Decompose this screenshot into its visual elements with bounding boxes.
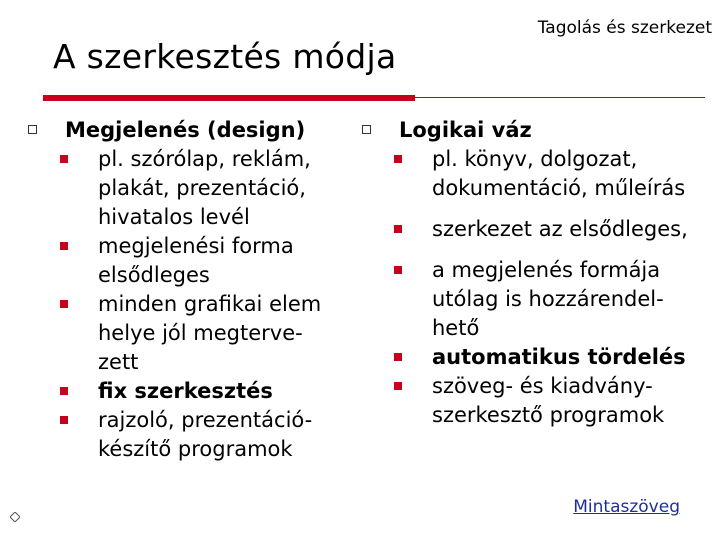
header-subtitle: Tagolás és szerkezet: [537, 18, 712, 38]
spacer: [362, 244, 712, 256]
item-line: hető: [432, 316, 480, 340]
title-underline-bar: [43, 95, 415, 101]
item-line: megjelenési forma: [98, 234, 294, 258]
left-column: [28, 116, 363, 464]
red-square-icon: [60, 387, 68, 395]
list-item: [362, 145, 712, 203]
item-line: hivatalos levél: [98, 205, 250, 229]
item-line: készítő programok: [98, 437, 293, 461]
item-line: plakát, prezentáció,: [98, 176, 306, 200]
item-line: rajzoló, prezentáció-: [98, 408, 313, 432]
red-square-icon: [60, 416, 68, 424]
sample-text-link[interactable]: Mintaszöveg: [573, 497, 680, 517]
item-line: automatikus tördelés: [432, 345, 686, 369]
hollow-square-icon: [362, 125, 371, 134]
right-heading-text: Logikai váz: [399, 118, 532, 142]
item-line: szöveg- és kiadvány-: [432, 374, 653, 398]
red-square-icon: [394, 382, 402, 390]
list-item: [362, 256, 712, 343]
red-square-icon: [394, 266, 402, 274]
item-line: pl. szórólap, reklám,: [98, 147, 311, 171]
list-item: [362, 372, 712, 430]
title-underline-thin: [415, 97, 705, 98]
item-line: helye jól megterve-: [98, 321, 303, 345]
item-line: dokumentáció, műleírás: [432, 176, 686, 200]
list-item: [362, 343, 712, 372]
spacer: [362, 203, 712, 215]
list-item: [28, 377, 363, 406]
item-line: minden grafikai elem: [98, 292, 322, 316]
item-line: elsődleges: [98, 263, 210, 287]
list-item: [28, 145, 363, 232]
diamond-icon: [10, 512, 20, 522]
hollow-square-icon: [28, 125, 37, 134]
item-line: a megjelenés formája: [432, 258, 661, 282]
red-square-icon: [394, 225, 402, 233]
left-heading-text: Megjelenés (design): [65, 118, 306, 142]
left-heading: [28, 116, 363, 145]
item-line: szerkesztő programok: [432, 403, 665, 427]
red-square-icon: [60, 300, 68, 308]
list-item: [28, 406, 363, 464]
slide-title: A szerkesztés módja: [53, 37, 397, 76]
red-square-icon: [394, 353, 402, 361]
red-square-icon: [60, 242, 68, 250]
item-line: fix szerkesztés: [98, 379, 273, 403]
list-item: [362, 215, 712, 244]
red-square-icon: [394, 155, 402, 163]
item-line: zett: [98, 350, 139, 374]
list-item: [28, 232, 363, 290]
item-line: szerkezet az elsődleges,: [432, 217, 688, 241]
item-line: pl. könyv, dolgozat,: [432, 147, 638, 171]
right-heading: [362, 116, 712, 145]
right-column: [362, 116, 712, 430]
item-line: utólag is hozzárendel-: [432, 287, 664, 311]
red-square-icon: [60, 155, 68, 163]
list-item: [28, 290, 363, 377]
